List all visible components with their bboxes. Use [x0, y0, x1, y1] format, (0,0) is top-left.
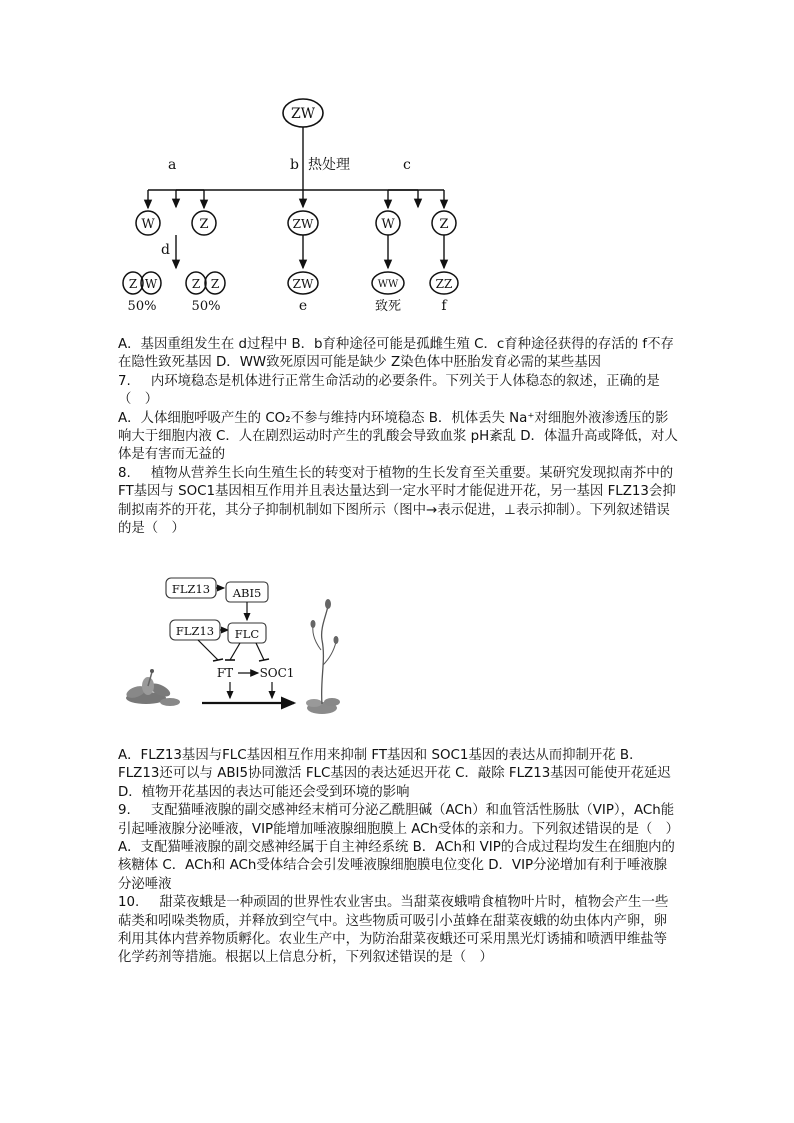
q8-number: 8.	[118, 465, 131, 481]
bottom-left-w: W	[144, 277, 158, 291]
bottom-left2-z2: Z	[210, 277, 220, 291]
q8-stem: 植物从营养生长向生殖生长的转变对于植物的生长发育至关重要。某研究发现拟南芥中的 FT基因与 SOC1基因相互作用并且表达量达到一定水平时才能促进开花，另一基因 FLZ13会抑制拟南芥的开花，其分子抑制机制如下图所示（图中→表示促进，⊥表示抑制）。下列叙述错误的是（ ）	[118, 465, 676, 537]
bottom-left-z: Z	[128, 277, 138, 291]
q9-number: 9.	[118, 803, 131, 819]
mid-right-w: W	[381, 217, 395, 232]
q8-question	[118, 465, 678, 539]
root-label: ZW	[290, 106, 316, 122]
label-e: e	[298, 298, 308, 314]
q6-options: A．基因重组发生在 d过程中 B．b育种途径可能是孤雌生殖 C．c育种途径获得的存活的 f不存在隐性致死基因 D．WW致死原因可能是缺少 Z染色体中胚胎发育必需的某些基因	[118, 337, 674, 371]
q7-stem: 内环境稳态是机体进行正常生命活动的必要条件。下列关于人体稳态的叙述，正确的是（ ）	[118, 373, 660, 408]
label-ft: FT	[216, 666, 234, 680]
box-flz13-top: FLZ13	[171, 582, 211, 596]
q10-number: 10.	[118, 895, 140, 911]
box-flc: FLC	[234, 627, 260, 641]
q9-options: A．支配猫唾液腺的副交感神经属于自主神经系统 B．ACh和 VIP的合成过程均发生在细胞内的核糖体 C．ACh和 ACh受体结合会引发唾液腺细胞膜电位变化 D．VIP分泌增加有利于唾液腺分泌唾液	[118, 840, 675, 892]
q9-stem: 支配猫唾液腺的副交感神经末梢可分泌乙酰胆碱（ACh）和血管活性肠肽（VIP），ACh能引起唾液腺分泌唾液，VIP能增加唾液腺细胞膜上 ACh受体的亲和力。下列叙述错误的是（ ）	[118, 803, 680, 837]
mid-center-zw: ZW	[292, 217, 314, 231]
bottom-right-zz: ZZ	[435, 277, 453, 291]
branch-d-label: d	[161, 242, 170, 258]
q10-question	[118, 894, 678, 968]
heat-treatment-label: 热处理	[308, 157, 350, 173]
label-soc1: SOC1	[259, 666, 295, 680]
flowering-mechanism-diagram	[122, 570, 354, 728]
breeding-diagram	[120, 92, 490, 317]
branch-a-label: a	[168, 157, 177, 173]
label-death: 致死	[374, 299, 402, 314]
bottom-right-ww: WW	[377, 279, 399, 290]
label-f: f	[441, 298, 447, 314]
branch-c-label: c	[403, 157, 411, 173]
rosette-plant-image	[125, 669, 180, 706]
mid-left-w: W	[141, 217, 155, 232]
label-50-2: 50%	[191, 299, 221, 314]
q7-question	[118, 373, 678, 410]
q10-stem: 甜菜夜蛾是一种顽固的世界性农业害虫。当甜菜夜蛾啃食植物叶片时，植物会产生一些萜类和吲哚类物质，并释放到空气中。这些物质可吸引小茧蜂在甜菜夜蛾的幼虫体内产卵，卵利用其体内营养物质孵化。农业生产中，为防治甜菜夜蛾还可采用黑光灯诱捕和喷洒甲维盐等化学药剂等措施。根据以上信息分析，下列叙述错误的是（ ）	[118, 895, 669, 966]
q9-question	[118, 802, 678, 839]
mid-left-z: Z	[199, 217, 209, 232]
label-50-1: 50%	[127, 299, 157, 314]
flowering-plant-image	[306, 599, 340, 714]
bottom-center-zw: ZW	[292, 277, 314, 291]
box-flz13-mid: FLZ13	[175, 624, 215, 638]
q8-options: A．FLZ13基因与FLC基因相互作用来抑制 FT基因和 SOC1基因的表达从而抑制开花 B．FLZ13还可以与 ABI5协同激活 FLC基因的表达延迟开花 C．敲除 FLZ13基因可能使开花延迟 D．植物开花基因的表达可能还会受到环境的影响	[118, 748, 671, 800]
text-block-lower	[118, 747, 678, 968]
branch-b-label: b	[290, 157, 299, 173]
text-block-upper	[118, 336, 678, 538]
bottom-left2-z1: Z	[191, 277, 201, 291]
mechanism-svg	[122, 570, 354, 728]
mid-right-z: Z	[439, 217, 449, 232]
box-abi5: ABI5	[232, 586, 262, 600]
q7-number: 7.	[118, 373, 131, 389]
breeding-diagram-svg	[120, 92, 490, 317]
q7-options: A．人体细胞呼吸产生的 CO₂不参与维持内环境稳态 B．机体丢失 Na⁺对细胞外液渗透压的影响大于细胞内液 C．人在剧烈运动时产生的乳酸会导致血浆 pH紊乱 D．体温升高或降低，对人体是有害而无益的	[118, 410, 678, 463]
